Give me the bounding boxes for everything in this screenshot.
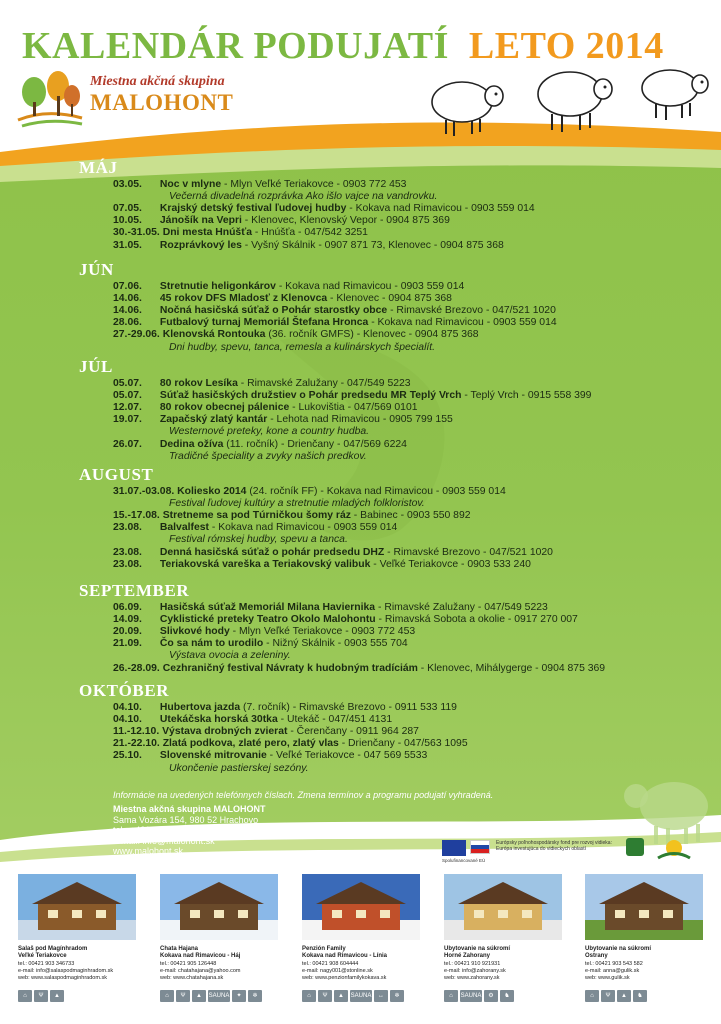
event-row <box>113 559 531 571</box>
event-row <box>113 227 368 239</box>
campfire-icon: ▲ <box>192 990 206 1002</box>
eu-caption: Spolufinancované EÚ <box>442 858 486 863</box>
event-place-contact: - Rimavské Brezovo - 047/521 1020 <box>384 546 553 558</box>
amenity-icons <box>585 990 647 1002</box>
event-name: Futbalový turnaj Memoriál Štefana Hronca <box>159 317 369 329</box>
event-row <box>113 293 452 305</box>
event-name: Stretnutie heligonkárov <box>159 281 276 292</box>
event-date: 05.07. <box>113 378 142 389</box>
event-date: 10.05. <box>113 215 142 227</box>
event-row <box>113 522 397 534</box>
event-name: Nočná hasičská súťaž o Pohár starostky obce <box>159 305 388 317</box>
event-place-contact: - Rimavské Zalužany - 047/549 5223 <box>375 602 548 613</box>
accommodation-email[interactable]: e-mail: info@salaspodmaginhradom.sk <box>18 968 114 974</box>
event-date: 28.06. <box>113 317 142 329</box>
event-place-contact: - Kokava nad Rimavicou - 0903 559 014 <box>368 317 557 329</box>
event-place-contact: - Nižný Skálnik - 0903 555 704 <box>263 638 408 650</box>
event-date: 07.06. <box>113 281 142 292</box>
event-row <box>113 702 457 714</box>
event-row <box>113 402 418 414</box>
event-place-contact: - Čerenčany - 0911 964 287 <box>287 726 419 738</box>
event-edition: (36. ročník GMFS) <box>265 329 354 341</box>
sheep-watermark-icon <box>612 766 721 846</box>
event-place-contact: - Utekáč - 047/451 4131 <box>277 714 393 726</box>
event-date: 05.07. <box>113 390 142 402</box>
event-name: 80 rokov obecnej pálenice <box>159 402 290 414</box>
accommodation-website[interactable]: web: www.zahorany.sk <box>444 975 500 981</box>
event-name: Slivkové hody <box>159 626 230 638</box>
accommodation-card[interactable] <box>585 874 721 1016</box>
sauna-icon: SAUNA <box>460 990 482 1002</box>
event-name: Koliesko 2014 <box>177 486 247 497</box>
event-place-contact: - Klenovec - 0904 875 368 <box>353 329 479 341</box>
season-year: LETO 2014 <box>468 25 664 67</box>
event-name: 80 rokov Lesíka <box>159 378 238 389</box>
ski-icon: ❄ <box>248 990 262 1002</box>
event-place-contact: - Veľké Teriakovce - 047 569 5533 <box>266 750 428 762</box>
accommodation-email[interactable]: e-mail: anna@gulik.sk <box>585 968 640 974</box>
amenity-icons <box>160 990 262 1002</box>
event-date: 14.06. <box>113 305 142 317</box>
event-row <box>113 626 415 638</box>
event-name: Hubertova jazda <box>159 702 241 713</box>
event-place-contact: - Kokava nad Rimavicou - 0903 559 014 <box>275 281 465 292</box>
accommodation-website[interactable]: web: www.chatahajana.sk <box>160 975 224 981</box>
org-address: Sama Vozára 154, 980 52 Hrachovo <box>113 814 259 825</box>
accommodation-website[interactable]: web: www.salaspodmaginhradom.sk <box>18 975 107 981</box>
accommodation-location: Ostrany <box>585 953 608 959</box>
event-date: 07.05. <box>113 203 142 215</box>
event-date: 20.09. <box>113 626 142 638</box>
event-description: Festival rómskej hudby, spevu a tanca. <box>169 534 348 546</box>
event-date: 21.09. <box>113 638 142 650</box>
accommodation-name: Penzión Family <box>302 946 346 952</box>
event-place-contact: - Teplý Vrch - 0915 558 399 <box>461 390 592 402</box>
month-heading: MÁJ <box>79 158 118 177</box>
event-row <box>113 179 406 191</box>
event-name: Slovenské mitrovanie <box>159 750 267 762</box>
event-row <box>113 602 548 614</box>
event-row <box>113 486 506 498</box>
campfire-icon: ▲ <box>617 990 631 1002</box>
accommodation-email[interactable]: e-mail: nagy001@stonline.sk <box>302 968 373 974</box>
accommodation-location: Kokava nad Rimavicou - Línia <box>302 953 388 959</box>
event-name: Balvalfest <box>159 522 209 534</box>
month-heading: AUGUST <box>79 465 154 484</box>
event-row <box>113 738 468 750</box>
event-name: 45 rokov DFS Mladosť z Klenovca <box>159 293 328 305</box>
food-icon: Ψ <box>318 990 332 1002</box>
bed-icon: ⌂ <box>302 990 316 1002</box>
event-edition: (11. ročník) <box>223 438 279 450</box>
leader-logo-icon <box>626 838 644 856</box>
accommodation-name: Ubytovanie na súkromí <box>585 946 652 952</box>
accommodation-photo <box>302 874 420 940</box>
event-name: Jánošík na Vepri <box>159 215 242 227</box>
event-edition: (24. ročník FF) <box>246 486 318 497</box>
event-place-contact: - Rimavské Brezovo - 047/521 1020 <box>387 305 556 317</box>
bed-icon: ⌂ <box>160 990 174 1002</box>
event-row <box>113 390 591 402</box>
accommodation-website[interactable]: web: www.gulik.sk <box>585 975 630 981</box>
event-name: Dni mesta Hnúšťa <box>162 227 252 239</box>
event-name: Cezhraničný festival Návraty k hudobným tradíciám <box>162 662 418 674</box>
event-name: Krajský detský festival ľudovej hudby <box>159 203 347 215</box>
event-row <box>113 750 427 762</box>
event-date: 21.-22.10. <box>113 738 160 750</box>
disclaimer-note: Informácie na uvedených telefónnych číslach. Zmena termínov a programu podujatí vyhradená. <box>113 790 494 800</box>
accommodation-photo <box>160 874 278 940</box>
event-name: Utekáčska horská 30tka <box>159 714 278 726</box>
event-description: Festival ľudovej kultúry a stretnutie mladých folkloristov. <box>169 498 425 510</box>
event-name: Denná hasičská súťaž o pohár predsedu DHZ <box>159 546 385 558</box>
event-place-contact: - Klenovec - 0904 875 368 <box>327 293 452 305</box>
accommodation-name: Salaš pod Magínhradom <box>18 946 88 952</box>
accommodation-email[interactable]: e-mail: chatahajana@yahoo.com <box>160 968 241 974</box>
event-row <box>113 726 419 738</box>
event-row <box>113 414 453 426</box>
event-row <box>113 638 408 650</box>
event-edition: (7. ročník) <box>240 702 290 713</box>
event-place-contact: - Klenovec, Mihálygerge - 0904 875 369 <box>417 662 606 674</box>
event-place-contact: - Rimavské Brezovo - 0911 533 119 <box>289 702 457 713</box>
amenity-icons <box>444 990 514 1002</box>
event-place-contact: - Veľké Teriakovce - 0903 533 240 <box>370 558 531 570</box>
event-name: Súťaž hasičských družstiev o Pohár predsedu MR Teplý Vrch <box>159 390 462 402</box>
logo-subtitle: Miestna akčná skupina <box>90 74 225 89</box>
month-heading: JÚN <box>79 260 114 279</box>
event-date: 15.-17.08. <box>113 510 160 522</box>
eafrd-text: Európsky poľnohospodársky fond pre rozvoj vidieka: Európa investujúca do vidieckych oblastí <box>496 840 612 852</box>
event-place-contact: - Drienčany - 047/563 1095 <box>338 738 468 750</box>
event-date: 12.07. <box>113 402 142 414</box>
event-place-contact: - Klenovec, Klenovský Vepor - 0904 875 369 <box>241 215 450 227</box>
org-phone: tel.: +421 47 5695 533 <box>113 825 203 835</box>
hiking-icon: ✦ <box>232 990 246 1002</box>
event-row <box>113 215 450 227</box>
event-description: Westernové preteky, kone a country hudba. <box>169 426 370 438</box>
event-name: Zlatá podkova, zlaté pero, zlatý vlas <box>162 738 339 750</box>
event-row <box>113 305 556 317</box>
event-place-contact: - Kokava nad Rimavicou - 0903 559 014 <box>317 486 506 497</box>
event-row <box>113 203 535 215</box>
event-date: 30.-31.05. <box>113 227 160 239</box>
deer-icon: ♞ <box>500 990 514 1002</box>
accommodation-phone: tel.: 00421 908 604444 <box>302 961 359 967</box>
ski-icon: ❄ <box>390 990 404 1002</box>
org-email[interactable]: e-mail: info@malohont.sk <box>113 835 215 846</box>
event-place-contact: - Babinec - 0903 550 892 <box>350 510 471 522</box>
event-date: 26.-28.09. <box>113 662 160 674</box>
accommodation-card[interactable] <box>302 874 438 1016</box>
accommodation-name: Ubytovanie na súkromí <box>444 946 511 952</box>
accommodation-email[interactable]: e-mail: info@zahorany.sk <box>444 968 506 974</box>
event-row <box>113 317 557 329</box>
event-name: Výstava drobných zvierat <box>162 726 288 738</box>
event-row <box>113 240 504 252</box>
amenity-icons <box>18 990 64 1002</box>
food-icon: Ψ <box>601 990 615 1002</box>
event-description: Výstava ovocia a zeleniny. <box>169 650 291 662</box>
event-place-contact: - Kokava nad Rimavicou - 0903 559 014 <box>208 522 398 534</box>
amenity-icons <box>302 990 404 1002</box>
eu-flag-icon <box>442 840 466 856</box>
event-name: Zapačský zlatý kantár <box>159 414 268 426</box>
event-description: Dni hudby, spevu, tanca, remesla a kulinárskych špecialít. <box>169 341 436 353</box>
event-name: Noc v mlyne <box>159 179 222 190</box>
logo-name: MALOHONT <box>90 90 234 115</box>
event-date: 03.05. <box>113 179 142 190</box>
accommodation-photo <box>18 874 136 940</box>
bed-icon: ⌂ <box>444 990 458 1002</box>
event-place-contact: - Hnúšťa - 047/542 3251 <box>251 227 368 239</box>
event-row <box>113 510 471 522</box>
accommodation-phone: tel.: 00421 905 126448 <box>160 961 217 967</box>
event-date: 04.10. <box>113 702 142 713</box>
deer-icon: ♞ <box>633 990 647 1002</box>
event-date: 14.06. <box>113 293 142 305</box>
accommodation-phone: tel.: 00421 903 543 582 <box>585 961 643 967</box>
event-date: 04.10. <box>113 714 142 726</box>
event-place-contact: - Rimavská Sobota a okolie - 0917 270 007 <box>375 614 578 626</box>
event-row <box>113 714 392 726</box>
event-name: Hasičská súťaž Memoriál Milana Haviernika <box>159 602 376 613</box>
event-row <box>113 378 411 390</box>
event-place-contact: - Lukovištia - 047/569 0101 <box>289 402 418 414</box>
event-date: 23.08. <box>113 546 142 558</box>
event-place-contact: - Mlyn Veľké Teriakovce - 0903 772 453 <box>229 626 416 638</box>
event-name: Teriakovská vareška a Teriakovský valibuk <box>159 558 371 570</box>
event-date: 06.09. <box>113 602 142 613</box>
event-description: Večerná divadelná rozprávka Ako išlo vajce na vandrovku. <box>169 191 438 203</box>
event-place-contact: - Lehota nad Rimavicou - 0905 799 155 <box>267 414 453 426</box>
event-row <box>113 614 578 626</box>
event-name: Dedina ožíva <box>159 438 224 450</box>
sauna-icon: SAUNA <box>350 990 372 1002</box>
eu-funding-logos <box>442 838 720 868</box>
event-date: 14.09. <box>113 614 142 626</box>
slovak-flag-icon <box>470 840 490 854</box>
event-row <box>113 281 464 293</box>
event-place-contact: - Vyšný Skálnik - 0907 871 73, Klenovec - 0904 875 368 <box>241 239 504 251</box>
event-date: 25.10. <box>113 750 142 762</box>
event-date: 11.-12.10. <box>113 726 160 738</box>
contact-block <box>113 804 266 857</box>
food-icon: Ψ <box>34 990 48 1002</box>
event-row <box>113 663 605 675</box>
accommodation-photo <box>444 874 562 940</box>
month-heading: SEPTEMBER <box>79 581 190 600</box>
month-heading: OKTÓBER <box>79 681 170 700</box>
event-date: 19.07. <box>113 414 142 426</box>
event-place-contact: - Kokava nad Rimavicou - 0903 559 014 <box>346 203 535 215</box>
event-name: Klenovská Rontouka <box>162 329 266 341</box>
food-icon: Ψ <box>176 990 190 1002</box>
accommodation-card[interactable] <box>18 874 154 1016</box>
accommodation-photo <box>585 874 703 940</box>
rural-program-logo-icon <box>654 838 694 862</box>
event-date: 31.07.-03.08. <box>113 486 175 497</box>
event-name: Čo sa nám to urodilo <box>159 638 264 650</box>
accommodation-name: Chata Hajana <box>160 946 199 952</box>
accommodation-location: Horné Zahorany <box>444 953 491 959</box>
event-date: 31.05. <box>113 239 142 251</box>
sauna-icon: SAUNA <box>208 990 230 1002</box>
campfire-icon: ▲ <box>50 990 64 1002</box>
event-date: 26.07. <box>113 438 142 450</box>
page-title: KALENDÁR PODUJATÍ LETO 2014 <box>22 25 664 67</box>
event-date: 23.08. <box>113 558 142 570</box>
distance-icon: ↔ <box>374 990 388 1002</box>
accommodation-card[interactable] <box>444 874 580 1016</box>
event-row <box>113 439 407 451</box>
bed-icon: ⌂ <box>585 990 599 1002</box>
event-place-contact: - Drienčany - 047/569 6224 <box>278 438 407 450</box>
event-row <box>113 547 553 559</box>
event-name: Rozprávkový les <box>159 239 242 251</box>
accommodation-location: Kokava nad Rimavicou - Háj <box>160 953 241 959</box>
accommodation-card[interactable] <box>160 874 296 1016</box>
bike-icon: ⚙ <box>484 990 498 1002</box>
org-name: Miestna akčná skupina MALOHONT <box>113 804 266 814</box>
accommodation-phone: tel.: 00421 910 921931 <box>444 961 501 967</box>
campfire-icon: ▲ <box>334 990 348 1002</box>
event-place-contact: - Mlyn Veľké Teriakovce - 0903 772 453 <box>221 179 407 190</box>
event-place-contact: - Rimavské Zalužany - 047/549 5223 <box>237 378 411 389</box>
event-description: Ukončenie pastierskej sezóny. <box>169 762 309 774</box>
month-heading: JÚL <box>79 357 113 376</box>
event-name: Cyklistické preteky Teatro Okolo Malohontu <box>159 614 376 626</box>
event-description: Tradičné špeciality a zvyky našich predkov. <box>169 450 367 462</box>
accommodation-website[interactable]: web: www.penzionfamilykokava.sk <box>302 975 387 981</box>
event-name: Stretneme sa pod Túrničkou šomy ráz <box>162 510 351 522</box>
accommodation-phone: tel.: 00421 903 346733 <box>18 961 75 967</box>
accommodation-location: Veľké Teriakovce <box>18 953 67 959</box>
event-row <box>113 329 479 341</box>
bed-icon: ⌂ <box>18 990 32 1002</box>
event-date: 23.08. <box>113 522 142 534</box>
org-website[interactable]: www.malohont.sk <box>113 846 184 856</box>
event-date: 27.-29.06. <box>113 329 160 341</box>
